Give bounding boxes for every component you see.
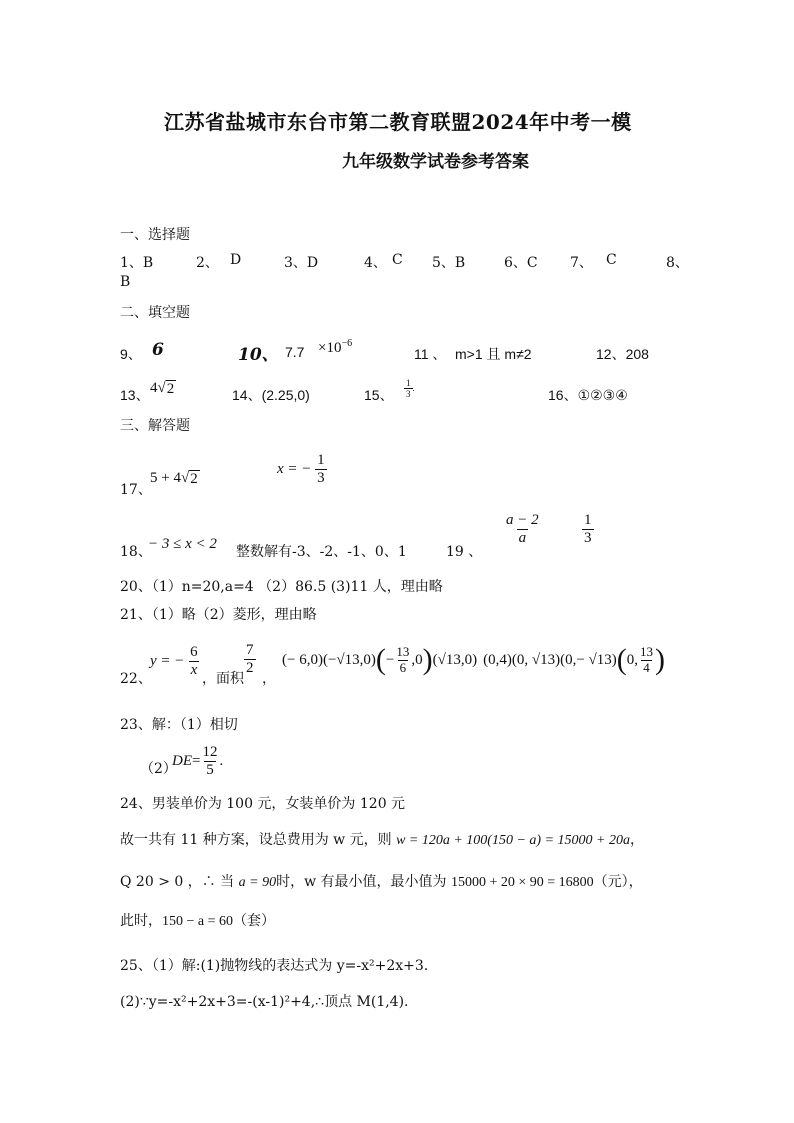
q22-point-4: ( √13,0 )	[432, 651, 478, 668]
q22-points	[282, 644, 665, 676]
mc-answer-7-label: 7、	[570, 255, 593, 271]
q22-point-5: (0,4)	[483, 651, 512, 668]
q17-answer-a: 5 + 4√ 2	[150, 470, 198, 487]
q24-sets: 此时，150 − a = 60（套）	[120, 913, 276, 929]
mc-answer-5: 5、B	[432, 255, 466, 271]
mc-answer-2-label: 2、	[196, 255, 219, 271]
q23-part2-answer: DE= $\frac{12}{5}$ .	[172, 744, 224, 779]
q16-answer: 16、①②③④	[548, 387, 628, 403]
q21-answer: 21、（1）略（2）菱形，理由略	[120, 607, 317, 623]
q25-part2: (2)∵y=-x²+2x+3=-(x-1)²+4,∴顶点 M(1,4).	[120, 994, 409, 1010]
q11-label: 11 、	[414, 346, 447, 362]
q25-part1: 25、（1）解:(1)抛物线的表达式为 y=-x²+2x+3.	[120, 958, 429, 974]
q10-label: 10、	[238, 345, 279, 365]
mc-answer-4-value: C	[392, 252, 403, 268]
q17-label: 17、	[120, 482, 152, 498]
q13-answer: 4√ 2	[150, 380, 175, 397]
q22-comma: ，	[262, 671, 276, 687]
q22-point-1: (− 6,0)	[282, 651, 323, 668]
mc-answer-4-label: 4、	[364, 255, 387, 271]
section-heading-fill: 二、填空题	[120, 305, 190, 321]
q23-part2-label: （2）	[140, 761, 177, 777]
section-heading-choice: 一、选择题	[120, 227, 190, 243]
q22-point-8: ( 0, $\frac{13}{4}$ )	[616, 643, 666, 676]
page-title: 江苏省盐城市东台市第二教育联盟2024年中考一模	[164, 110, 632, 134]
q22-function: y = − $\frac{6}{x}$	[150, 644, 198, 679]
q14-answer: 14、(2.25,0)	[232, 387, 310, 403]
q24-plans: 故一共有 11 种方案，设总费用为 w 元，则 w = 120a + 100(150 − a) = 15000 + 20a，	[120, 832, 644, 848]
q24-prices: 24、男装单价为 100 元，女装单价为 120 元	[120, 796, 406, 812]
q15-answer: $\frac{1}{3}$ .	[406, 378, 415, 400]
section-heading-solve: 三、解答题	[120, 418, 190, 434]
q23-part1: 23、解：（1）相切	[120, 717, 238, 733]
q13-label: 13、	[120, 387, 150, 403]
mc-answer-6: 6、C	[504, 255, 538, 271]
q10-power: $\times 10^{-6}$	[318, 338, 353, 356]
q22-label: 22、	[120, 671, 152, 687]
q22-area-value: $\frac{7}{2}$	[246, 642, 254, 677]
q9-label: 9、	[120, 346, 142, 362]
q18-label: 18、	[120, 544, 152, 560]
q12-answer: 12、208	[596, 346, 649, 362]
q15-label: 15、	[364, 387, 394, 403]
q10-coefficient: 7.7	[285, 344, 305, 360]
q22-point-2: (−√13,0)	[322, 651, 376, 668]
q18-inequality: − 3 ≤ x < 2	[148, 536, 217, 552]
mc-answer-3: 3、D	[284, 255, 319, 271]
q17-answer-x: x = − $\frac{1}{3}$	[277, 452, 325, 487]
mc-answer-7-value: C	[606, 252, 617, 268]
mc-answer-8-label: 8、	[666, 255, 689, 271]
q19-answer-value: $\frac{1}{3}$	[584, 512, 592, 547]
q18-integer-solutions: 整数解有-3、-2、-1、0、1	[236, 544, 407, 560]
q9-answer: 6	[152, 340, 164, 360]
q24-minimum: Q 20 > 0 ，∴ 当 a = 90时，w 有最小值，最小值为 15000 + 20 × 90 = 16800（元），	[120, 874, 643, 890]
q22-point-6: ( 0, √13 )	[511, 651, 561, 668]
page-subtitle: 九年级数学试卷参考答案	[342, 152, 529, 172]
q22-point-7: ( 0,− √13 )	[560, 651, 617, 668]
q20-answer: 20、（1）n=20,a=4 （2）86.5 (3)11 人，理由略	[120, 579, 443, 595]
mc-answer-2-value: D	[230, 252, 242, 268]
q11-answer: m>1 且 m≠2	[455, 346, 532, 362]
q19-answer-expr: $\frac{a - 2}{a}$	[506, 512, 539, 547]
q22-point-3: ( − $\frac{13}{6}$ ,0 )	[375, 643, 433, 676]
mc-answer-8-value: B	[120, 274, 131, 290]
q22-area-label: ，面积	[202, 671, 244, 687]
q19-label: 19 、	[446, 544, 483, 560]
mc-answer-1: 1、B	[120, 255, 154, 271]
